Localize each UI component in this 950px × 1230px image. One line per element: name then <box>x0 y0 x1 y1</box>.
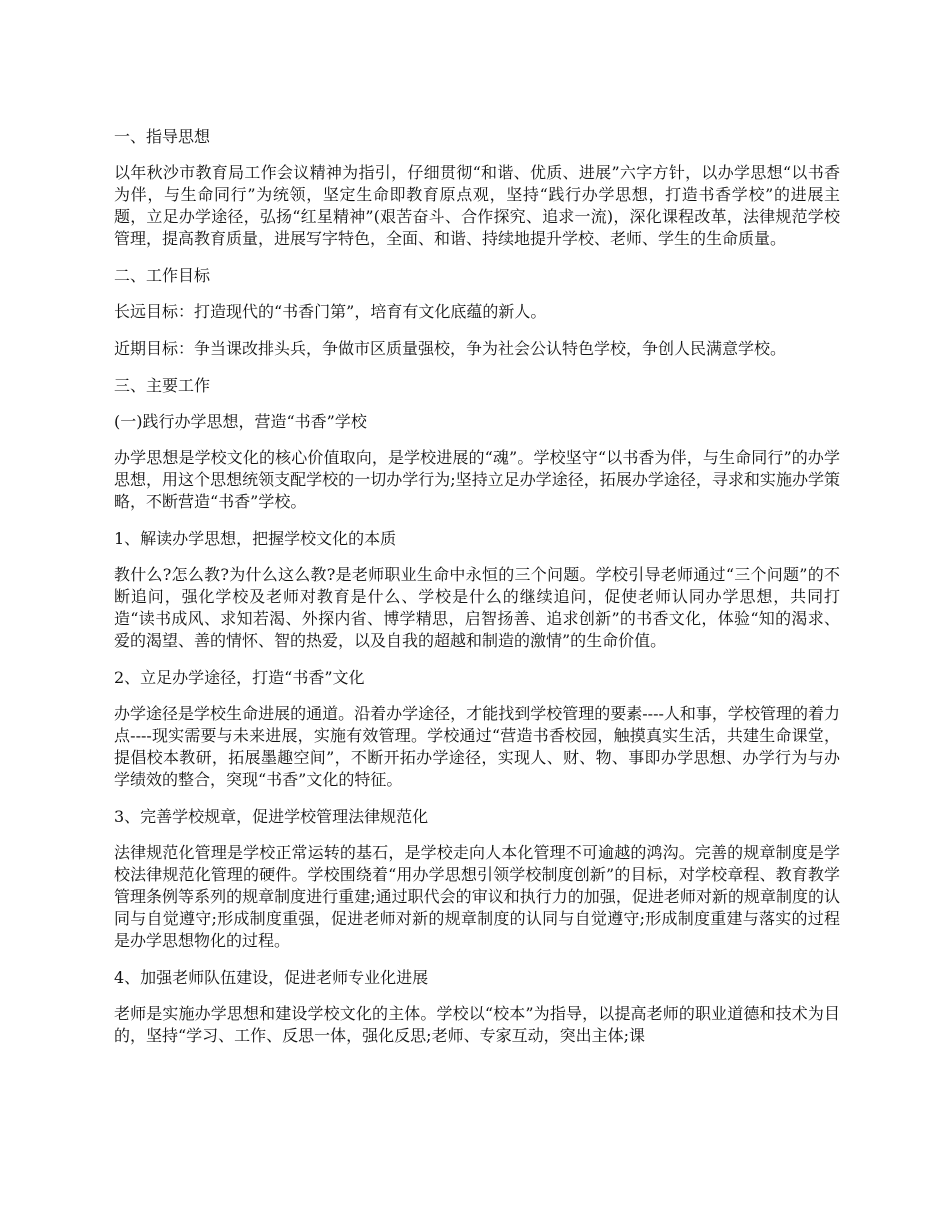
paragraph: 近期目标：争当课改排头兵，争做市区质量强校，争为社会公认特色学校，争创人民满意学校。 <box>114 339 787 358</box>
section-heading: 三、主要工作 <box>114 376 211 395</box>
paragraph: 以年秋沙市教育局工作会议精神为指引，仔细贯彻“和谐、优质、进展”六字方针，以办学思想“以书香为伴，与生命同行”为统领，坚定生命即教育原点观，坚持“践行办学思想，打造书香学校”的进展主题，立足办学途径，弘扬“红星精神”(艰苦奋斗、合作探究、追求一流)，深化课程改革，法律规范学校管理，提高教育质量，进展写字特色，全面、和谐、持续地提升学校、老师、学生的生命质量。 <box>114 163 840 248</box>
document-body <box>114 126 840 1062</box>
item-heading: 4、加强老师队伍建设，促进老师专业化进展 <box>114 968 429 987</box>
paragraph: 长远目标：打造现代的“书香门第”，培育有文化底蕴的新人。 <box>114 302 547 321</box>
paragraph: 办学思想是学校文化的核心价值取向，是学校进展的“魂”。学校坚守“以书香为伴，与生命同行”的办学思想，用这个思想统领支配学校的一切办学行为;坚持立足办学途径，拓展办学途径，寻求和实施办学策略，不断营造“书香”学校。 <box>114 448 840 511</box>
paragraph: 办学途径是学校生命进展的通道。沿着办学途径，才能找到学校管理的要素----人和事，学校管理的着力点----现实需要与未来进展，实施有效管理。学校通过“营造书香校园，触摸真实生活，共建生命课堂，提倡校本教研，拓展墨趣空间”，不断开拓办学途径，实现人、财、物、事即办学思想、办学行为与办学绩效的整合，突现“书香”文化的特征。 <box>114 704 840 789</box>
paragraph: 教什么?怎么教?为什么这么教?是老师职业生命中永恒的三个问题。学校引导老师通过“三个问题”的不断追问，强化学校及老师对教育是什么、学校是什么的继续追问，促使老师认同办学思想，共同打造“读书成风、求知若渴、外探内省、博学精思，启智扬善、追求创新”的书香文化，体验“知的渴求、爱的渴望、善的情怀、智的热爱，以及自我的超越和制造的激情”的生命价值。 <box>114 565 840 650</box>
paragraph: 老师是实施办学思想和建设学校文化的主体。学校以“校本”为指导，以提高老师的职业道德和技术为目的，坚持“学习、工作、反思一体，强化反思;老师、专家互动，突出主体;课 <box>114 1004 840 1045</box>
item-heading: 1、解读办学思想，把握学校文化的本质 <box>114 529 397 548</box>
section-heading: 二、工作目标 <box>114 266 211 285</box>
subsection-heading: (一)践行办学思想，营造“书香”学校 <box>114 412 367 431</box>
section-heading: 一、指导思想 <box>114 127 211 146</box>
item-heading: 3、完善学校规章，促进学校管理法律规范化 <box>114 807 429 826</box>
paragraph: 法律规范化管理是学校正常运转的基石，是学校走向人本化管理不可逾越的鸿沟。完善的规章制度是学校法律规范化管理的硬件。学校围绕着“用办学思想引领学校制度创新”的目标，对学校章程、教育教学管理条例等系列的规章制度进行重建;通过职代会的审议和执行力的加强，促进老师对新的规章制度的认同与自觉遵守;形成制度重强，促进老师对新的规章制度的认同与自觉遵守;形成制度重建与落实的过程是办学思想物化的过程。 <box>114 843 840 950</box>
item-heading: 2、立足办学途径，打造“书香”文化 <box>114 668 365 687</box>
